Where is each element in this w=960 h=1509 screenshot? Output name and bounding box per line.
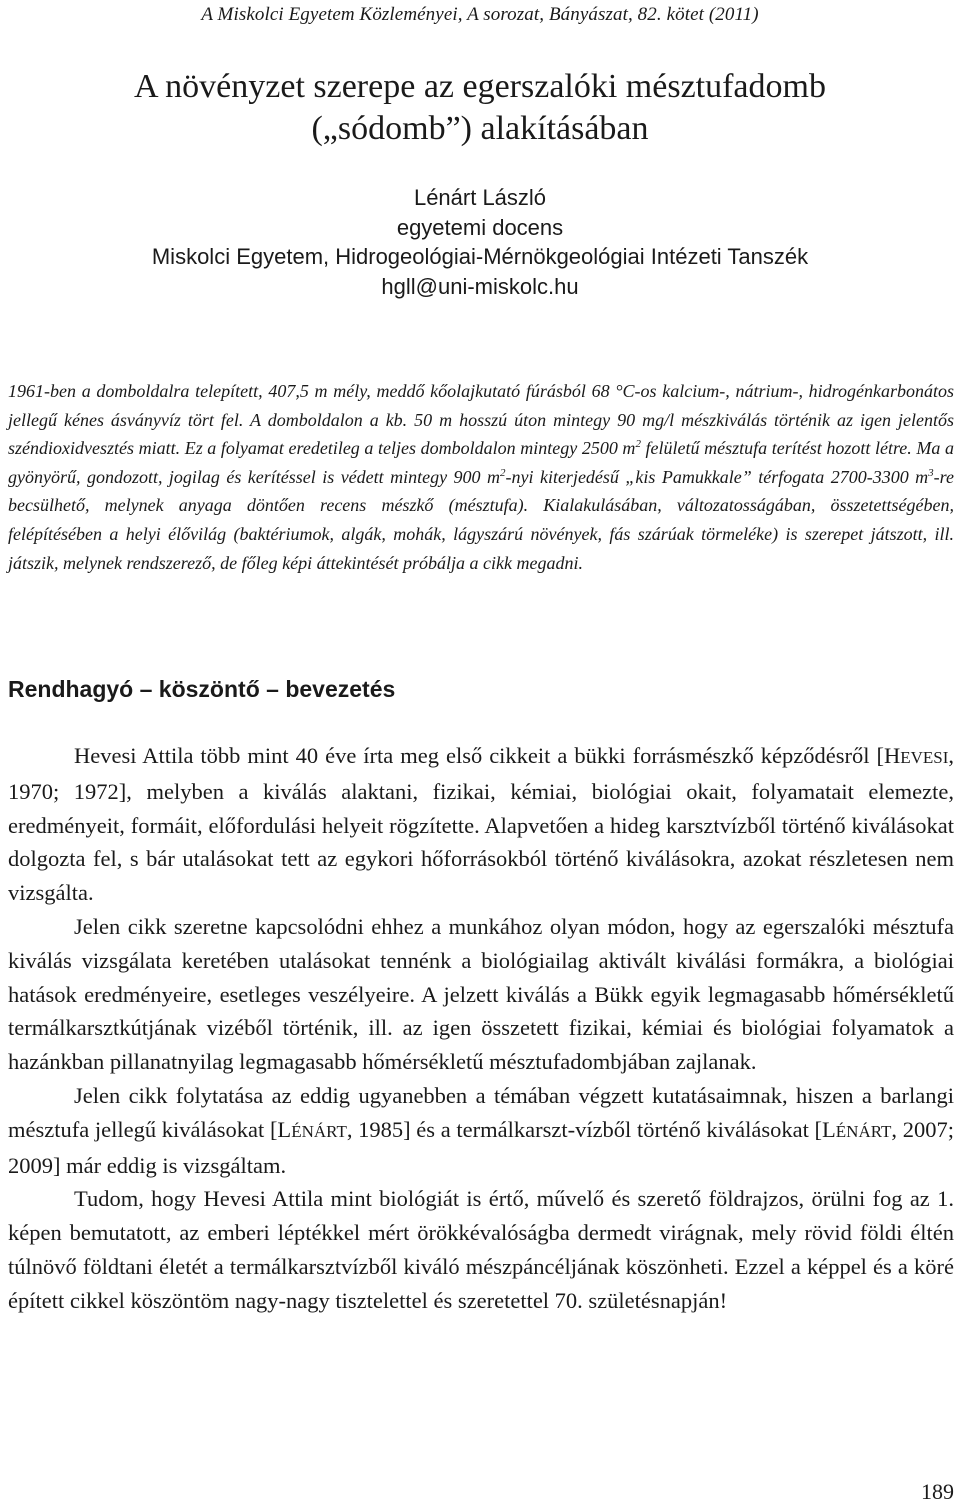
citation-smallcaps: ÉNÁRT [835, 1121, 892, 1141]
paragraph-2: Jelen cikk szeretne kapcsolódni ehhez a munkához olyan módon, hogy az egerszalóki mésztufa kiválás vizsgálata keretében utalásokat tennénk a biológiailag aktivált kiválási formákra, a biológiai hatások eredményeire, esetleges veszélyeire. A jelzett kiválás a Bükk egyik legmagasabb hőmérsékletű termálkarsztkútjának vizéből történik, ill. az igen összetett fizikai, kémiai és biológiai folyamatok a hazánkban pillanatnyilag legmagasabb hőmérsékletű mésztufadombjában zajlanak. [8, 913, 954, 1075]
paragraph-3 [8, 1079, 954, 1182]
abstract-text-1: 1961-ben a domboldalra telepített, 407,5 m mély, meddő kőolajkutató fúrásból 68 °C-os kalcium-, nátrium-, hidrogénkarbonátos jellegű kénes ásványvíz tört fel. A domboldalon a kb. 50 m hosszú úton mintegy 90 mg/l mészkiválás történik az igen jelentős széndioxidvesztés miatt. Ez a folyamat eredetileg a teljes domboldalon mintegy 2500 m [8, 381, 954, 459]
section-heading: Rendhagyó – köszöntő – bevezetés [8, 676, 396, 702]
page-number: 189 [921, 1479, 954, 1504]
paragraph-3-text-a: Jelen cikk folytatása az eddig ugyanebben a témában végzett kutatásaimnak, hiszen a barlangi mésztufa jellegű kiválásokat [L [8, 1082, 954, 1142]
abstract-sup-1: 2 [635, 438, 641, 451]
paragraph-1-text-a: Hevesi Attila több mint 40 éve írta meg első cikkeit a bükki forrásmészkő képződésről [H [74, 743, 901, 768]
citation-smallcaps: ÉNÁRT [291, 1121, 347, 1141]
abstract-text-3: -nyi kiterjedésű „kis Pamukkale” térfogata 2700-3300 m [505, 466, 929, 487]
title-line-1: A növényzet szerepe az egerszalóki mésztufadomb [134, 68, 826, 105]
author-position: egyetemi docens [396, 214, 564, 240]
author-affiliation: Miskolci Egyetem, Hidrogeológiai-Mérnökgeológiai Intézeti Tanszék [151, 244, 809, 269]
abstract-text-2: felületű mésztufa terítést hozott létre. Ma a gyönyörű, gondozott, jogilag és kerítéssel is védett mintegy 900 m [8, 438, 954, 487]
running-header: A Miskolci Egyetem Közleményei, A sorozat, Bányászat, 82. kötet (2011) [201, 4, 759, 25]
paragraph-4: Tudom, hogy Hevesi Attila mint biológiát is értő, művelő és szerető földrajzos, örülni fog az 1. képen bemutatott, az emberi léptékkel mért örökkévalóságba dermedt virágnak, mely rövid földi éltén túlnövő földtani életét a termálkarsztvízből kiváló mészpáncéljának köszönheti. Ezzel a képpel és a köré épített cikkel köszöntöm nagy-nagy tisztelettel és szeretettel 70. születésnapján! [8, 1186, 954, 1313]
author-block [0, 183, 960, 301]
title-line-2: („sódomb”) alakításában [311, 110, 649, 147]
author-name: Lénárt László [413, 185, 547, 210]
abstract [8, 377, 954, 577]
abstract-sup-3: 3 [928, 466, 934, 479]
paragraph-3-text-c: , 2007; 2009] már eddig is vizsgáltam. [8, 1116, 954, 1178]
abstract-sup-2: 2 [500, 466, 506, 479]
author-email: hgll@uni-miskolc.hu [381, 273, 579, 299]
body-text [8, 739, 954, 1318]
paragraph-1 [8, 739, 954, 910]
citation-smallcaps: EVESI [900, 748, 949, 767]
paragraph-3-text-b: , 1985] és a termálkarszt-vízből történő kiválásokat [L [346, 1116, 836, 1142]
paper-title [0, 66, 960, 150]
paragraph-1-text-b: , 1970; 1972], melyben a kiválás alaktani, fizikai, kémiai, biológiai okait, folyamatait elemezte, eredményeit, formáit, előfordulási helyeit rögzítette. Alapvetően a hideg karsztvízből történő kiválásokat dolgozta fel, s bár utalásokat tett az egykori hőforrásokból történő kiválásokra, azokat részletesen nem vizsgálta. [8, 743, 954, 906]
abstract-text-4: -re becsülhető, melynek anyaga döntően recens mészkő (mésztufa). Kialakulásában, változatosságában, összetettségében, felépítésében a helyi élővilág (baktériumok, algák, mohák, lágyszárú növények, fás szárúak törmeléke) is szerepet játszott, ill. játszik, melynek rendszerező, de főleg képi áttekintését próbálja a cikk megadni. [8, 466, 954, 573]
